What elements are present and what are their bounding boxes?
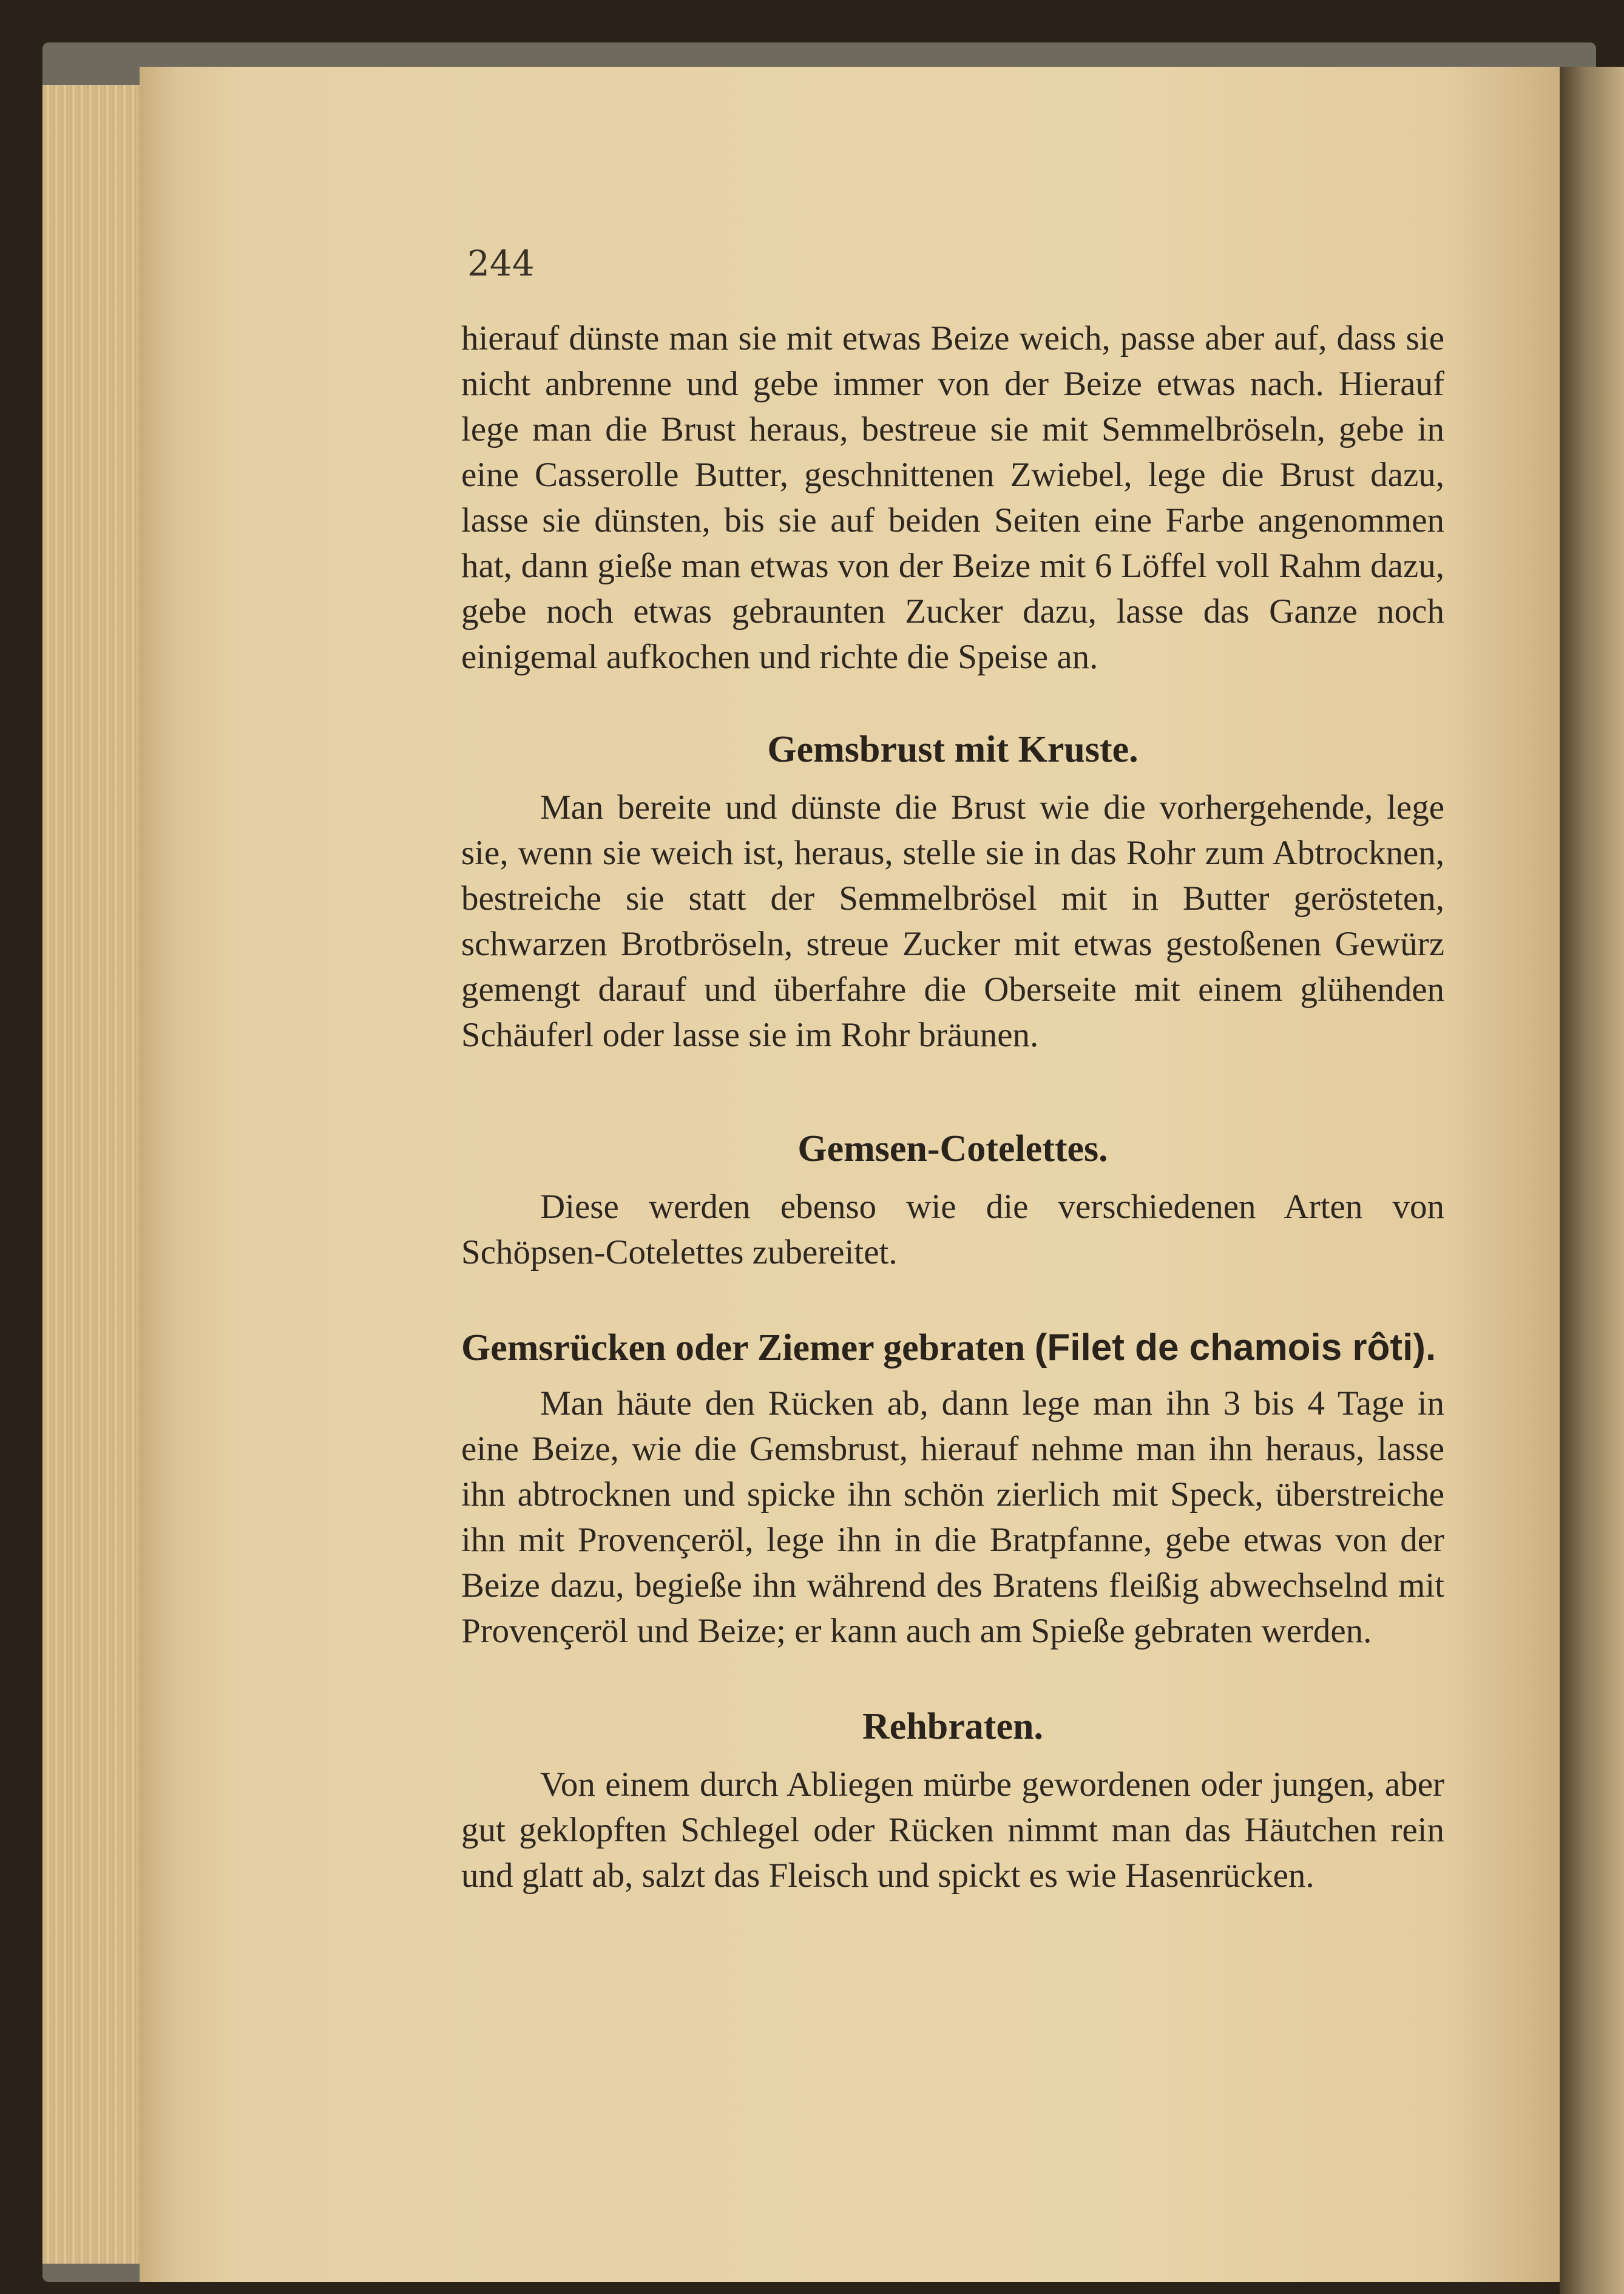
page-number: 244 — [467, 243, 535, 284]
ruecken-paragraph: Man häute den Rücken ab, dann lege man ihn 3 bis 4 Tage in eine Beize, wie die Gemsbrust, hierauf nehme man ihn heraus, lasse ihn abtrocknen und spicke ihn schön zierlich mit Speck, überstreiche ihn mit Provençeröl, lege ihn in die Bratpfanne, gebe etwas von der Beize dazu, begieße ihn während des Bratens fleißig abwechselnd mit Provençeröl und Beize; er kann auch am Spieße gebraten werden. — [461, 1384, 1444, 1650]
cotelettes-paragraph: Diese werden ebenso wie die verschiedenen Arten von Schöpsen-Cotelettes zubereitet. — [461, 1188, 1444, 1271]
intro-paragraph: hierauf dünste man sie mit etwas Beize weich, passe aber auf, dass sie nicht anbrenne und gebe immer von der Beize etwas nach. Hierauf lege man die Brust heraus, bestreue sie mit Semmelbröseln, gebe in eine Casserolle Butter, geschnittenen Zwiebel, lege die Brust dazu, lasse sie dünsten, bis sie auf beiden Seiten eine Farbe angenommen hat, dann gieße man etwas von der Beize mit 6 Löffel voll Rahm dazu, gebe noch etwas gebraunten Zucker dazu, lasse das Ganze noch einigemal aufkochen und richte die Speise an. — [461, 319, 1444, 676]
heading-gemsbrust: Gemsbrust mit Kruste. — [767, 729, 1138, 770]
heading-ruecken-latin: (Filet de chamois rôti). — [1034, 1327, 1436, 1369]
heading-ruecken — [461, 1324, 1444, 1372]
page-content — [461, 316, 1444, 1898]
heading-cotelettes: Gemsen-Cotelettes. — [797, 1128, 1108, 1169]
heading-ruecken-german: Gemsrücken oder Ziemer gebraten — [461, 1327, 1026, 1369]
facing-page-edge — [1560, 67, 1624, 2294]
gemsbrust-paragraph: Man bereite und dünste die Brust wie die vorhergehende, lege sie, wenn sie weich ist, heraus, stelle sie in das Rohr zum Abtrocknen, bestreiche sie statt der Semmelbrösel mit in Butter gerösteten, schwarzen Brotbröseln, streue Zucker mit etwas gestoßenen Gewürz gemengt darauf und überfahre die Oberseite mit einem glühenden Schäuferl oder lasse sie im Rohr bräunen. — [461, 788, 1444, 1054]
heading-rehbraten: Rehbraten. — [862, 1706, 1043, 1747]
rehbraten-paragraph: Von einem durch Abliegen mürbe gewordenen oder jungen, aber gut geklopften Schlegel oder Rücken nimmt man das Häutchen rein und glatt ab, salzt das Fleisch und spickt es wie Hasenrücken. — [461, 1765, 1444, 1895]
